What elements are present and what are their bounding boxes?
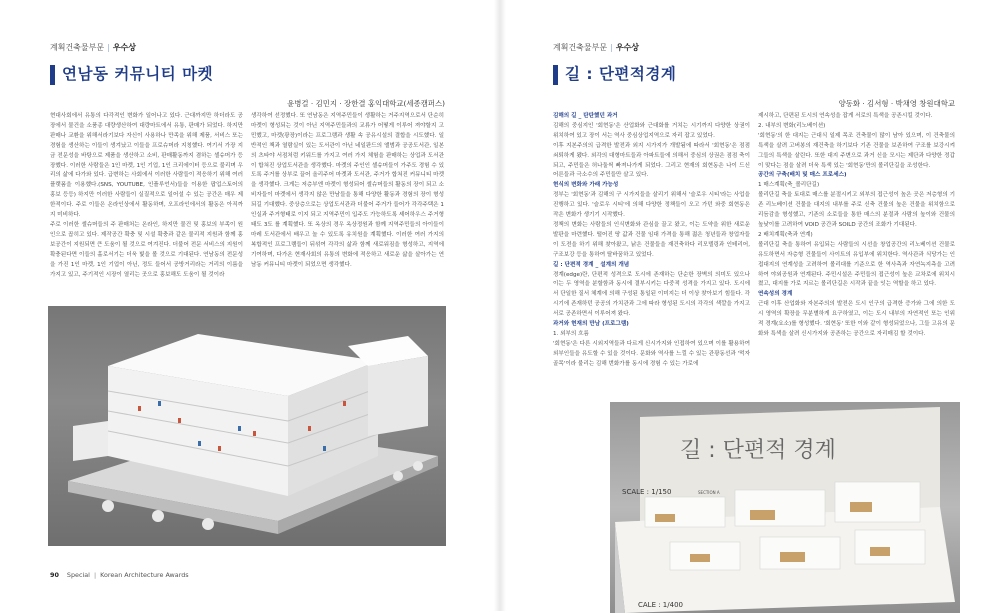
right-col2-text-3: '회현동'의 한 대지는 근대식 일제 목조 건축물이 많이 남아 있으며, 이 건축물의 특색을 살려 고버봉의 재건축을 하기보다 기존 건물을 보존하여 구조를 보강시켜 그들의 특색을 살린다. 또한 대지 주변으로 과거 신을 모시는 제단과 다양한 정갑이 맞다는 점을 살려 더욱 특색 있는 '회현동'만의 볼리단길을 조성한다. [758, 132, 955, 169]
right-category-label: 계획건축물부문 [553, 43, 608, 52]
left-award-label: 우수상 [112, 43, 136, 52]
left-category: 계획건축물부문 | 우수상 [50, 43, 136, 52]
right-column-2 [758, 112, 955, 340]
right-col1-text-2: 이후 지본주의의 급격한 발전과 외지 시가지가 개발됨에 따라서 '회현동'은 점점 쇠퇴하게 됐다. 외각의 대형마트들과 아파트들에 의해서 중심의 상권은 점점 축이 되고, 주민들은 허나둘씩 빠져나가게 되었다. 그리고 현재의 회현동은 나이 드신 어른들과 극소수의 주민들만 살고 있다. [553, 142, 750, 179]
left-category-label: 계획건축물부문 [50, 43, 105, 52]
right-col1-text-4: 정책의 변화는 사람들의 인식변화와 관심을 끌고 왔고, 이는 도약을 위한 새로운 발판을 마련했다. 떨어진 땅 값과 건물 임대 가격을 통해 젊은 청년들과 창업자들이 도전을 하기 위해 찾아왔고, 낡은 건물들을 재건축하다 리모델링과 인테리어, 구조보강 등을 통하여 탈바꿈하고 있었다. [553, 221, 750, 258]
model-sign-text: 길 : 단편적 경계 [680, 438, 836, 463]
right-category: 계획건축물부문 | 우수상 [553, 43, 639, 52]
right-col1-heading-3: 길 : 단편적 경계 _ 설계의 개념 [553, 261, 630, 268]
right-col2-heading-1: 공간의 구축(배치 및 매스 프로세스) [758, 172, 847, 179]
right-col2-text-2: 2. 내부의 변화(리노베이션) [758, 122, 826, 129]
left-model-photo [48, 306, 446, 546]
right-award-label: 우수상 [615, 43, 639, 52]
right-col2-text-4: 1 매스계획(축_볼리단길) [758, 182, 820, 189]
right-article-title: 길 : 단편적경계 [565, 65, 677, 83]
right-col1-text-5: 경계(edge)란, 단편적 성격으로 도시에 존재하는 단순한 장벽의 의미도 있으나 이는 두 영역을 분할함과 동시에 결부시키는 다중적 성격을 가지고 있다. 도시에서 단일한 질서 체계에 의해 구성된 통일된 이미지는 더 이상 찾아보기 힘들다. 각 시기에 존재하던 공공의 가치관과 그에 따라 형성된 도시의 각각의 색깔을 가지고 서로 공존하면서 이루어져 왔다. [553, 271, 750, 318]
footer-section: Special [66, 571, 90, 579]
left-col1-paragraph-1: 현대사회에서 유통의 다각적인 변화가 일어나고 있다. 근대까지만 하더라도 공장에서 물건을 소품종 대량생산하여 대량마트에서 유통, 판매가 되었다. 하지만 판매나 교환을 위해서라기보다 자신이 사용하나 만족을 위해 제품, 서비스 또는 경험을 생산하는 이들이 생겨났고 이들을 프로슈머라 지칭했다. 여기서 가장 지금 전문성을 바탕으로 제품을 생산하고 소비, 판매활동까지 겸하는 셀슈머가 등장했다. 이러한 사람들은 1인 마켓, 1인 기업, 1인 크리에이터 등으로 불리며 우리의 삶에 다가와 있다. 급변하는 사회에서 이러한 사람들이 적응하기 위해 여러 플랫폼을 이용했다.(SNS, YOUTUBE, 인플루언서)들을 이용한 팝업스토어의 홍보 등등) 하지만 이러한 사람들이 실질적으로 일어설 수 있는 공간은 매우 제한적이다. 주로 이들은 온라인상에서 활동하며, 오프라인에서의 활동은 아직까지 미비하다. [50, 113, 243, 219]
right-col2-text-1: 제시하고, 단편된 도시의 연속성을 잡게 서로의 특색을 공존시킬 것이다. [758, 113, 933, 119]
right-col2-heading-2: 연속성의 경계 [758, 291, 793, 298]
right-col2-text-5: 볼리단길 축을 토대로 매스를 분절시키고 외부의 접근성이 높은 곳은 저층형의 기존 리노베이션 건물을 대지의 내부를 주로 신축 건물의 높은 건물을 위치함으로 리듬감을 형성했고, 기존의 소로들을 통한 매스의 분절과 사람의 높이와 건물의 높낮이를 고려하여 VOID 공간과 SOILD 공간의 조화가 기대된다. [758, 192, 955, 228]
right-col1-text-7: '회현동'은 다른 시외지역들과 다르게 신시가지와 인접하여 있으며 이를 활용하여 외부인들을 유도할 수 있을 것이다. 문화와 역사를 느낄 수 있는 관광동선과 '먹자 골목'이라 불리는 김해 번화가를 동시에 경험 수 있는 가로에 [553, 340, 750, 367]
left-authors: 윤병걸 · 김민지 · 장한결 홍익대학교(세종캠퍼스) [287, 99, 445, 108]
page-number: 90 [50, 571, 59, 579]
left-column-2 [251, 112, 444, 271]
right-col1-heading-4: 과거와 현재의 만남 (프로그램) [553, 321, 629, 328]
right-authors: 양동화 · 김서형 · 박채영 창원대학교 [838, 99, 955, 108]
footer-series: Korean Architecture Awards [100, 571, 189, 579]
right-column-1 [553, 112, 750, 370]
right-col1-heading-2: 현식의 변화와 가래 가능성 [553, 182, 619, 189]
architecture-model-image [610, 402, 960, 613]
left-col2-paragraph-1: 생각하여 선정했다. 또 연남동은 지역주민들이 생활하는 거주지역으로서 단순히 마켓이 형성되는 것이 아닌 지역주민들과의 교류가 어떻게 이루어 져야할지 고민했고, 마켓(광장)이라는 프로그램과 생활 속 공유시설의 결합을 시도했다. 일반적인 책과 열람실이 있는 도서관이 아닌 네일판드의 앨범과 공공도서관, 일본의 츠타야 서점처럼 키워드를 가지고 여러 가지 체험을 판매하는 상업과 도서관이 합쳐진 상업도서관을 생각했다. 마켓의 주인인 셀슈머들이 가주도 경험 수 있도록 주거를 상부로 끌어 올리주어 마켓과 도서관, 주거가 합쳐진 커뮤니티 마켓을 생각했다. 크게는 저층부엔 마켓이 형성되어 셀슈머들의 활동의 장이 되고 소비자들이 마켓에서 생각지 않은 만남들을 통해 다양한 활동과 경험의 장이 형성되길 기대했다. 중상층으로는 상업도서관과 더불어 주거가 들어가 각각주택은 1인실과 주거형태로 이지 되고 지역주민이 입주도 가능하도록 셰어하우스 주거형태도 3도 를 계획했다. 또 옥상의 경우 옥상정원과 함께 지역주민들의 아이들이 마레 도서관에서 배우고 놀 수 있도록 유치원을 계획했다. 이러한 여러 가지의 복합적인 프로그램들이 뒤섞여 각각의 삶과 함께 새로워짐을 형성하고, 지역에 기여하며, 다가온 현재사회의 유통의 변화에 적응하고 새로운 삶을 살아가는 연남동 커뮤니티 마켓이 되었으면 생각했다. [251, 113, 444, 268]
right-col1-text-6: 1. 외부의 흐름 [553, 330, 589, 337]
architecture-model-image [48, 306, 446, 546]
left-article-title: 연남동 커뮤니티 마켓 [62, 65, 214, 83]
right-model-photo [610, 402, 960, 613]
right-col2-text-8: 근대 이후 산업화와 자본주의의 발전은 도시 인구의 급격한 증가와 그에 의한 도시 영역의 확장을 무분별하게 요구하였고, 이는 도시 내부의 자연적인 또는 인위적 경계(요소)를 형성했다. '회현동' 또한 이와 같이 형성되었으나, 그들 고유의 문화와 특색을 살려 신시가지와 공존하는 공간으로 자리매김 할 것이다. [758, 301, 955, 337]
right-page [500, 0, 1000, 611]
scale-label-b: CALE : 1/400 [638, 601, 683, 609]
left-footer: 90 Special | Korean Architecture Awards [50, 571, 189, 579]
left-col1-paragraph-2: 주로 이러한 셀슈머들의 주 판매처는 온라인, 하지만 물건 및 홍보의 부족이 원인으로 꼽히고 있다. 제작공간 확충 및 시설 확충과 같은 물리적 지원과 함께 홍보공간이 지원되면 큰 도움이 될 것으로 여겨진다. 더불어 전문 서비스의 지원이 확충된다면 이들의 홀로서기는 더욱 빛을 볼 것으로 기대된다. 연남동의 전문성을 가진 1인 마켓, 1인 기업이 아닌, 정도 들어서 공방거리라는 거리의 이름을 가지고 있고, 주기적인 시장이 열리는 곳으로 홍보해도 도움이 될 것이라 [50, 221, 243, 278]
right-col1-heading-1: 김해의 길 _ 탄탄했던 과거 [553, 113, 618, 119]
section-label: SECTION A [698, 490, 720, 495]
right-col1-text-3: 정부는 '회현동'과 김해의 구 시가지들을 살리기 위해서 '슬로우 시티'라는 사업을 진행하고 있다. '슬로우 시티'에 의해 다양한 정책들이 오고 가던 와중 회현동은 작은 변화가 생기기 시작했다. [553, 192, 750, 219]
right-col1-text-1: 김해의 중심지인 '회현동'은 산업화와 근대화를 거치는 시기까지 다양한 상권이 위치하여 있고 장이 서는 역사 중심상업지역으로 자리 잡고 있었다. [553, 122, 750, 139]
right-title-bar [553, 65, 558, 85]
scale-label-a: SCALE : 1/150 [622, 488, 672, 496]
left-page [0, 0, 500, 611]
left-title-bar [50, 65, 55, 85]
right-col2-text-6: 2 배치계획(축과 연계) [758, 231, 813, 238]
left-column-1 [50, 112, 243, 280]
right-col2-text-7: 볼리단길 축을 통하여 유입되는 사람들의 시선을 창업공간의 리노베이션 건물로 유도하면서 자층형 건물들이 사이트의 유입부에 위치한다. 역사관과 식당가는 인접대지의 연계성을 고려하여 볼리대를 기준으로 한 역사측과 자연녹지측을 고려하여 야외공원과 연계된다. 주민시설은 주민들의 접근성이 높은 교차로에 위치시켰고, 대지를 가로 지르는 볼리단길은 시작과 끝을 잇는 역할을 하고 있다. [758, 241, 955, 288]
